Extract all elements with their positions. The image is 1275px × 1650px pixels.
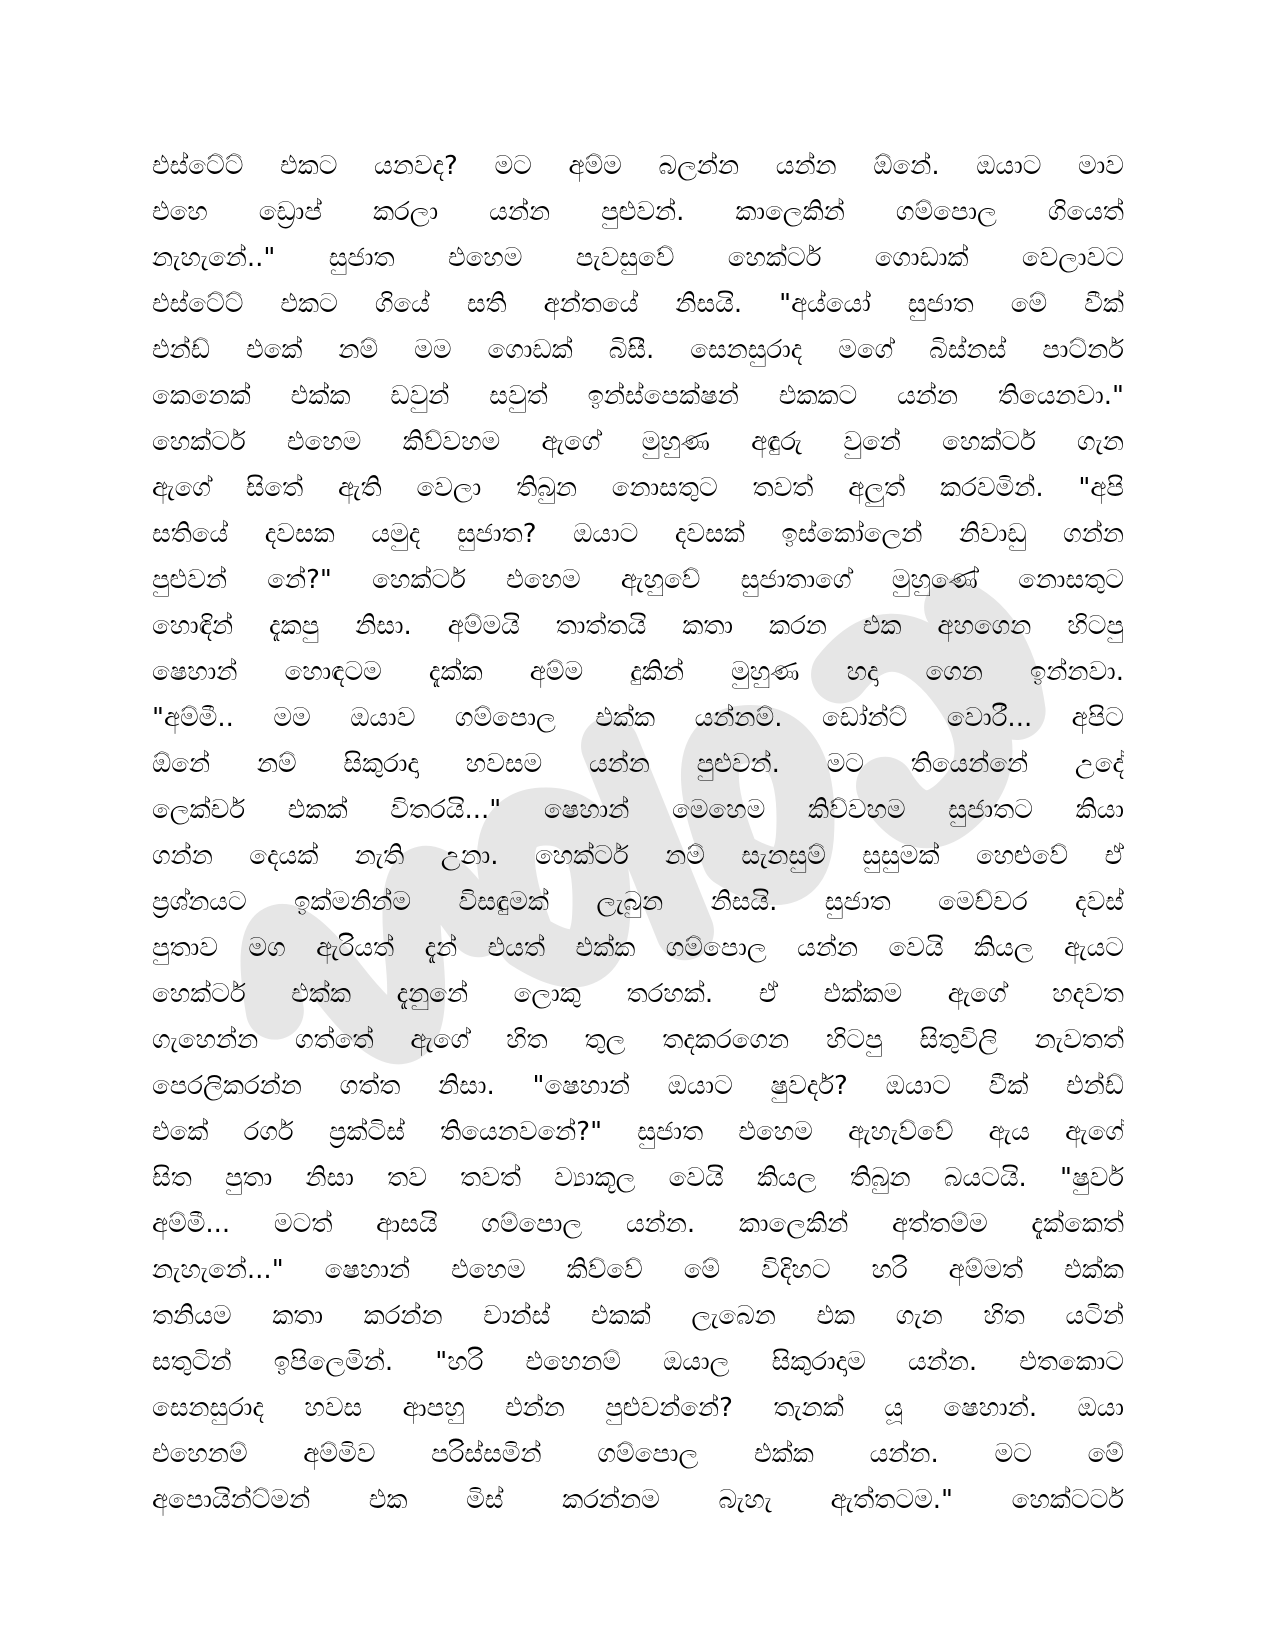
text-line: සතුටින් ඉපිලෙමින්. "හරි එහෙනම් ඔයාල සිකුරාදාම යන්න. එතකොට bbox=[152, 1347, 1124, 1377]
text-line: ඕනේ නම් සිකුරාදා හවසම යන්න පුළුවන්. මට තියෙන්නේ උදේ bbox=[152, 749, 1124, 779]
text-line: සිත පුතා නිසා තව තවත් ව්‍යාකූල වෙයි කියල තිබුන බයටයි. "ෂුවර් bbox=[152, 1163, 1124, 1193]
text-line: සතියේ දවසක යමුද සුජාත? ඔයාට දවසක් ඉස්කෝලෙන් නිවාඩු ගන්න bbox=[152, 519, 1124, 549]
text-line: නැහැනේ..." ෂෙහාන් එහෙම කිව්වේ මේ විදිහට හරි අම්මත් එක්ක bbox=[152, 1255, 1124, 1285]
text-line: තනියම කතා කරන්න චාන්ස් එකක් ලැබෙන එක ගැන හිත යටින් bbox=[152, 1301, 1124, 1331]
text-line: හෙක්ටර් එක්ක දැනුනේ ලොකු තරහක්. ඒ එක්කම ඇගේ හදවත bbox=[152, 979, 1124, 1009]
text-line: සෙනසුරාද හවස ආපහු එන්න පුළුවන්නේ? තැනක් යූ ෂෙහාන්. ඔයා bbox=[152, 1393, 1124, 1423]
text-line: එහෙනම් අම්මිව පරිස්සමින් ගම්පොල එක්ක යන්න. මට මේ bbox=[152, 1439, 1124, 1469]
text-line: එස්ටේට් එකට යනවද? මට අම්ම බලන්න යන්න ඕනේ. ඔයාට මාව bbox=[152, 151, 1124, 181]
text-line: පුතාව මග ඇරියත් දැන් එයත් එක්ක ගම්පොල යන්න වෙයි කියල ඇයට bbox=[152, 933, 1124, 963]
body-text bbox=[152, 143, 1124, 1523]
text-line: එහෙ ඩ්‍රොප් කරලා යන්න පුළුවන්. කාලෙකින් ගම්පොල ගියෙත් bbox=[152, 197, 1124, 227]
text-line: එස්ටේට් එකට ගියේ සති අන්තයේ නිසයි. "අය්යෝ සුජාත මේ වීක් bbox=[152, 289, 1124, 319]
text-line: පුළුවන් නේ?" හෙක්ටර් එහෙම ඇහුවේ සුජාතාගේ මුහුණේ නොසතුට bbox=[152, 565, 1124, 595]
text-line: "අම්මී.. මම ඔයාව ගම්පොල එක්ක යන්නම්. ඩෝන්ට් වොරී... අපිට bbox=[152, 703, 1124, 733]
text-line: හොඳින් දැකපු නිසා. අම්මයි තාත්තයි කතා කරන එක අහගෙන හිටපු bbox=[152, 611, 1124, 641]
text-line: හෙක්ටර් එහෙම කිව්වහම ඇගේ මුහුණ අඳුරු වුනේ හෙක්ටර් ගැන bbox=[152, 427, 1124, 457]
text-line: ඇගේ සිතේ ඇති වෙලා තිබුන නොසතුට තවත් අලුත් කරවමින්. "අපි bbox=[152, 473, 1124, 503]
text-line: ෂෙහාන් හොඳටම දැක්ක අම්ම දුකින් මුහුණ හදා ගෙන ඉන්නවා. bbox=[152, 657, 1124, 687]
text-line: කෙනෙක් එක්ක ඩවුන් සවුත් ඉන්ස්පෙක්ෂන් එකකට යන්න තියෙනවා." bbox=[152, 381, 1124, 411]
text-line: ගන්න දෙයක් නැති උනා. හෙක්ටර් නම් සැනසුම් සුසුමක් හෙළුවේ ඒ bbox=[152, 841, 1124, 871]
text-line: ලෙක්චර් එකක් විතරයි..." ෂෙහාන් මෙහෙම කිව්වහම සුජාතට කියා bbox=[152, 795, 1124, 825]
text-line: අම්මී... මටත් ආසයි ගම්පොල යන්න. කාලෙකින් අත්තම්ම දැක්කෙත් bbox=[152, 1209, 1124, 1239]
text-line: පෙරලිකරන්න ගත්ත නිසා. "ෂෙහාන් ඔයාට ෂුවර්ද? ඔයාට වීක් එන්ඩ් bbox=[152, 1071, 1124, 1101]
text-line: එකේ රගර් ප්‍රක්ටිස් තියෙනවනේ?" සුජාත එහෙම ඇහැව්වේ ඇය ඇගේ bbox=[152, 1117, 1124, 1147]
text-line: අපොයින්ට්මන් එක මිස් කරන්නම බැහැ ඇත්තටම." හෙක්ටර්ට bbox=[152, 1485, 1124, 1515]
text-line: නැහැනේ.." සුජාත එහෙම පැවසුවේ හෙක්ටර් ගොඩාක් වෙලාවට bbox=[152, 243, 1124, 273]
text-line: ගැහෙන්න ගත්තේ ඇගේ හිත තුල තදකරගෙන හිටපු සිතුවිලි නැවතත් bbox=[152, 1025, 1124, 1055]
text-line: ප්‍රශ්නයට ඉක්මනින්ම විසඳුමක් ලැබුන නිසයි. සුජාත මෙච්චර දවස් bbox=[152, 887, 1124, 917]
text-line: එන්ඩ් එකේ නම් මම ගොඩක් බිසී. සෙනසුරාද මගේ බිස්නස් පාට්නර් bbox=[152, 335, 1124, 365]
